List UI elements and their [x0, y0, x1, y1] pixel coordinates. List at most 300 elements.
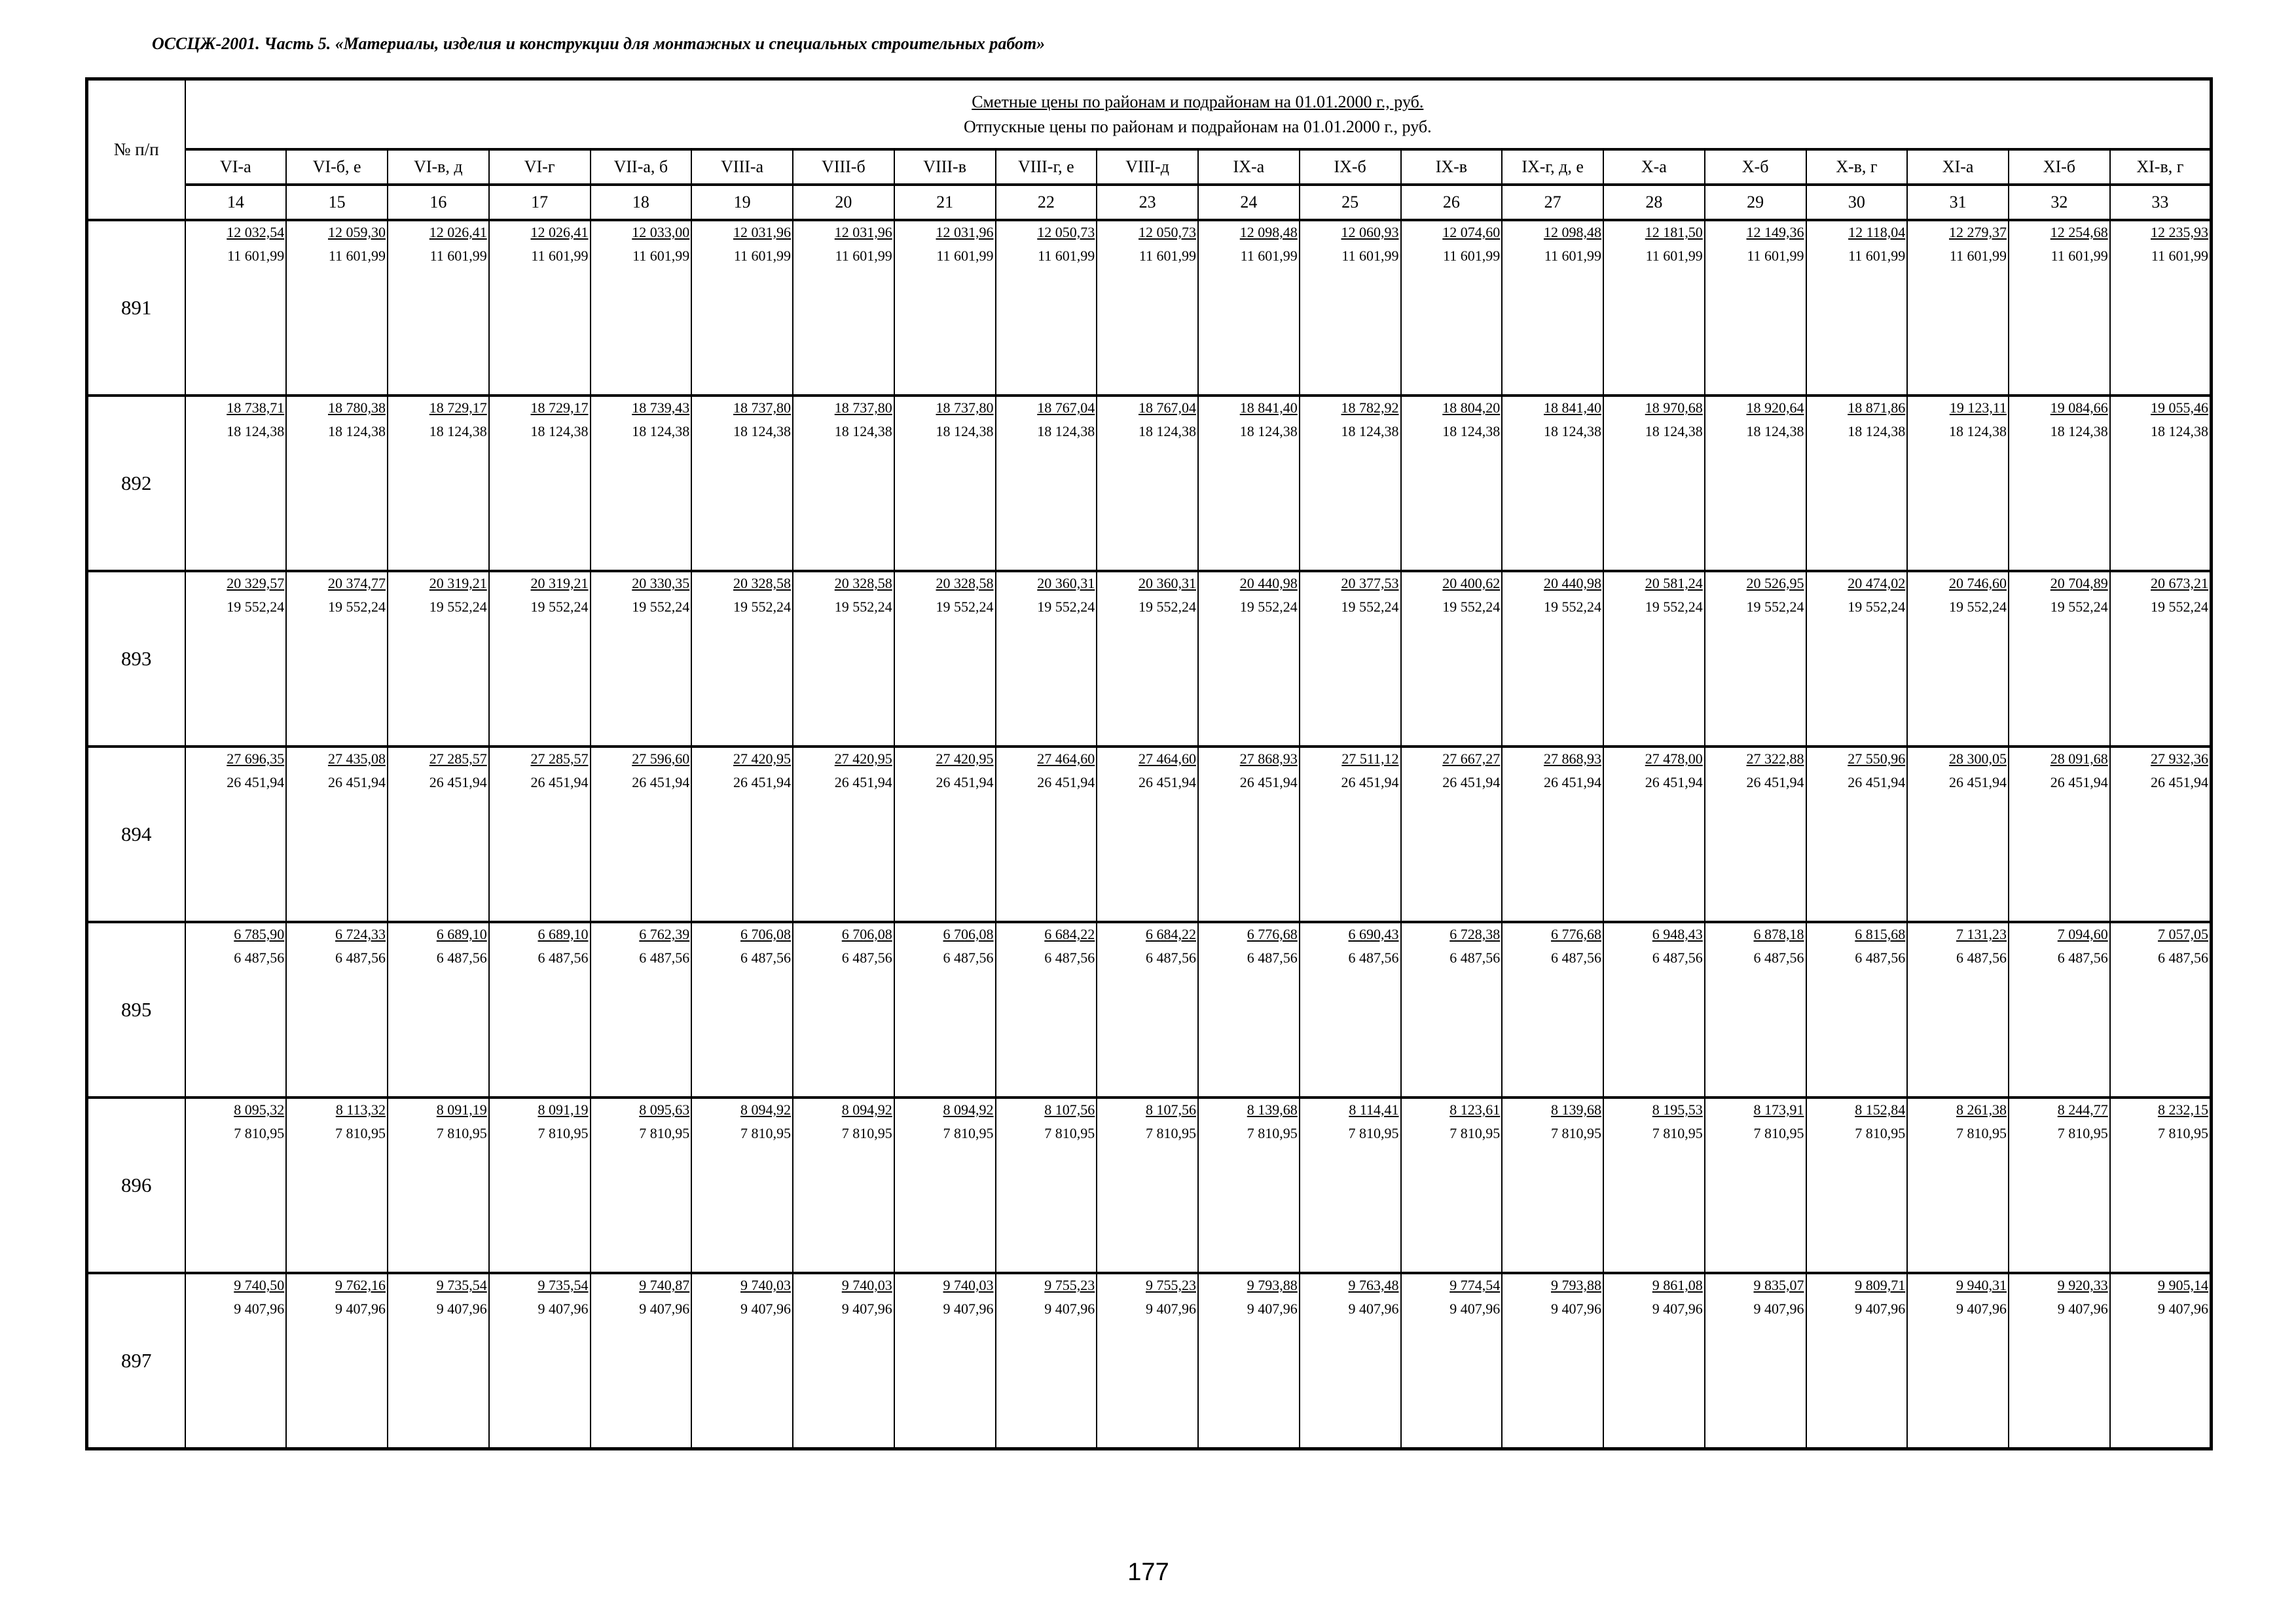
price-cell [1907, 922, 2009, 1098]
price-cell [894, 1098, 996, 1273]
estimate-price: 20 581,24 [1645, 575, 1703, 591]
estimate-price: 9 835,07 [1753, 1277, 1804, 1293]
release-price: 11 601,99 [1949, 248, 2007, 264]
estimate-price: 9 762,16 [335, 1277, 386, 1293]
estimate-price: 18 804,20 [1442, 399, 1501, 416]
price-cell [286, 922, 388, 1098]
price-cell [1907, 747, 2009, 922]
region-header: IX-а [1198, 149, 1300, 185]
release-price: 18 124,38 [632, 423, 690, 439]
release-price: 19 552,24 [1544, 599, 1601, 615]
column-number: 29 [1705, 185, 1806, 220]
price-cell [1806, 922, 1908, 1098]
price-cell [591, 396, 692, 571]
region-header: X-б [1705, 149, 1806, 185]
price-table [85, 77, 2213, 1450]
estimate-price: 20 746,60 [1949, 575, 2007, 591]
price-cell [1603, 571, 1705, 747]
estimate-price: 6 706,08 [841, 926, 892, 942]
column-number: 19 [691, 185, 793, 220]
release-price: 19 552,24 [1746, 599, 1804, 615]
price-cell [1907, 1098, 2009, 1273]
estimate-price: 8 261,38 [1956, 1101, 2007, 1118]
price-cell [2110, 571, 2212, 747]
table-title [185, 79, 2212, 150]
release-price: 7 810,95 [2057, 1125, 2108, 1141]
release-price: 18 124,38 [227, 423, 285, 439]
column-number: 26 [1401, 185, 1503, 220]
estimate-price: 18 871,86 [1848, 399, 1906, 416]
estimate-price: 27 932,36 [2151, 750, 2209, 767]
estimate-price: 8 095,63 [639, 1101, 690, 1118]
estimate-price: 8 095,32 [234, 1101, 285, 1118]
region-header: VIII-д [1097, 149, 1198, 185]
release-price: 11 601,99 [936, 248, 994, 264]
price-cell [691, 571, 793, 747]
estimate-price: 8 173,91 [1753, 1101, 1804, 1118]
estimate-price: 8 094,92 [841, 1101, 892, 1118]
price-cell [489, 922, 591, 1098]
release-price: 11 601,99 [1848, 248, 1906, 264]
release-price: 9 407,96 [1348, 1301, 1399, 1317]
release-price: 26 451,94 [1442, 774, 1501, 790]
release-price: 18 124,38 [1139, 423, 1196, 439]
release-price: 7 810,95 [1753, 1125, 1804, 1141]
page-number: 177 [1127, 1559, 1169, 1586]
price-cell [1300, 747, 1401, 922]
release-price: 9 407,96 [1247, 1301, 1298, 1317]
column-number: 25 [1300, 185, 1401, 220]
release-price: 6 487,56 [943, 950, 994, 966]
release-price: 9 407,96 [1956, 1301, 2007, 1317]
estimate-price: 18 738,71 [227, 399, 285, 416]
row-number: 893 [87, 571, 185, 747]
price-cell [1502, 571, 1603, 747]
release-price: 18 124,38 [429, 423, 487, 439]
release-price: 7 810,95 [639, 1125, 690, 1141]
estimate-price: 12 149,36 [1746, 224, 1804, 240]
price-cell [489, 1273, 591, 1449]
release-price: 26 451,94 [834, 774, 892, 790]
price-cell [1401, 1098, 1503, 1273]
release-price: 19 552,24 [1341, 599, 1399, 615]
price-cell [1603, 922, 1705, 1098]
estimate-price: 9 735,54 [538, 1277, 589, 1293]
release-price: 11 601,99 [1240, 248, 1298, 264]
estimate-price: 9 793,88 [1247, 1277, 1298, 1293]
estimate-price: 27 550,96 [1848, 750, 1906, 767]
release-price: 6 487,56 [1247, 950, 1298, 966]
price-cell [591, 220, 692, 396]
estimate-price: 18 782,92 [1341, 399, 1399, 416]
table-head [87, 79, 2212, 221]
release-price: 26 451,94 [1341, 774, 1399, 790]
region-header: VI-г [489, 149, 591, 185]
release-price: 11 601,99 [429, 248, 487, 264]
release-price: 6 487,56 [1449, 950, 1501, 966]
corner-label: № п/п [87, 79, 185, 221]
estimate-price: 6 690,43 [1348, 926, 1399, 942]
estimate-price: 20 330,35 [632, 575, 690, 591]
estimate-price: 8 091,19 [538, 1101, 589, 1118]
release-price: 19 552,24 [2151, 599, 2209, 615]
estimate-price: 9 763,48 [1348, 1277, 1399, 1293]
price-cell [591, 571, 692, 747]
release-price: 7 810,95 [1652, 1125, 1703, 1141]
price-cell [1907, 571, 2009, 747]
release-price: 18 124,38 [1442, 423, 1501, 439]
region-header: VI-б, е [286, 149, 388, 185]
table-row [87, 396, 2212, 571]
price-cell [388, 571, 489, 747]
release-price: 11 601,99 [1645, 248, 1703, 264]
column-number: 23 [1097, 185, 1198, 220]
estimate-price: 9 740,03 [943, 1277, 994, 1293]
estimate-price: 12 060,93 [1341, 224, 1399, 240]
estimate-price: 27 868,93 [1239, 750, 1298, 767]
estimate-price: 8 113,32 [335, 1101, 386, 1118]
price-cell [1806, 1273, 1908, 1449]
release-price: 9 407,96 [1753, 1301, 1804, 1317]
release-price: 9 407,96 [943, 1301, 994, 1317]
estimate-price: 9 755,23 [1044, 1277, 1095, 1293]
release-price: 26 451,94 [1949, 774, 2007, 790]
release-price: 19 552,24 [1848, 599, 1906, 615]
estimate-price: 12 026,41 [429, 224, 487, 240]
price-cell [793, 220, 894, 396]
price-cell [793, 1098, 894, 1273]
estimate-price: 28 300,05 [1949, 750, 2007, 767]
estimate-price: 20 374,77 [328, 575, 386, 591]
table-row [87, 922, 2212, 1098]
estimate-price: 8 123,61 [1449, 1101, 1501, 1118]
estimate-price: 20 329,57 [227, 575, 285, 591]
release-price: 11 601,99 [328, 248, 386, 264]
estimate-price: 20 526,95 [1746, 575, 1804, 591]
price-cell [996, 747, 1097, 922]
estimate-price: 18 970,68 [1645, 399, 1703, 416]
estimate-price: 18 737,80 [834, 399, 892, 416]
price-cell [1705, 922, 1806, 1098]
estimate-price: 8 094,92 [943, 1101, 994, 1118]
release-price: 26 451,94 [1544, 774, 1601, 790]
release-price: 26 451,94 [1139, 774, 1196, 790]
price-cell [185, 922, 287, 1098]
region-header: VII-а, б [591, 149, 692, 185]
table-row [87, 747, 2212, 922]
price-cell [2110, 220, 2212, 396]
release-price: 18 124,38 [1645, 423, 1703, 439]
price-cell [996, 1098, 1097, 1273]
release-price: 19 552,24 [328, 599, 386, 615]
estimate-price: 12 026,41 [530, 224, 589, 240]
column-number: 22 [996, 185, 1097, 220]
price-cell [1705, 1098, 1806, 1273]
release-price: 11 601,99 [2050, 248, 2108, 264]
release-price: 9 407,96 [1652, 1301, 1703, 1317]
price-cell [691, 747, 793, 922]
region-header: X-а [1603, 149, 1705, 185]
estimate-price: 27 420,95 [733, 750, 791, 767]
column-number: 20 [793, 185, 894, 220]
price-cell [1198, 1273, 1300, 1449]
region-header: VI-а [185, 149, 287, 185]
price-cell [185, 396, 287, 571]
release-price: 7 810,95 [943, 1125, 994, 1141]
price-cell [2009, 922, 2110, 1098]
price-cell [1198, 571, 1300, 747]
estimate-price: 12 050,73 [1139, 224, 1196, 240]
estimate-price: 9 905,14 [2158, 1277, 2209, 1293]
price-cell [1502, 922, 1603, 1098]
price-cell [1300, 1273, 1401, 1449]
release-price: 19 552,24 [1442, 599, 1501, 615]
release-price: 9 407,96 [2057, 1301, 2108, 1317]
estimate-price: 9 793,88 [1551, 1277, 1601, 1293]
estimate-price: 27 596,60 [632, 750, 690, 767]
price-cell [2110, 396, 2212, 571]
release-price: 6 487,56 [2158, 950, 2209, 966]
price-cell [1401, 396, 1503, 571]
release-price: 19 552,24 [1239, 599, 1298, 615]
page-header: ОССЦЖ-2001. Часть 5. «Материалы, изделия и конструкции для монтажных и специальных строительных работ» [152, 34, 1046, 53]
price-cell [793, 1273, 894, 1449]
release-price: 26 451,94 [632, 774, 690, 790]
release-price: 11 601,99 [632, 248, 690, 264]
column-number: 16 [388, 185, 489, 220]
price-cell [1603, 220, 1705, 396]
estimate-price: 18 767,04 [1037, 399, 1095, 416]
estimate-price: 8 091,19 [436, 1101, 487, 1118]
estimate-price: 12 181,50 [1645, 224, 1703, 240]
estimate-price: 12 118,04 [1848, 224, 1906, 240]
region-header: VIII-а [691, 149, 793, 185]
estimate-price: 12 033,00 [632, 224, 690, 240]
price-cell [1300, 1098, 1401, 1273]
estimate-price: 20 377,53 [1341, 575, 1399, 591]
price-cell [996, 396, 1097, 571]
release-price: 6 487,56 [841, 950, 892, 966]
estimate-price: 8 107,56 [1044, 1101, 1095, 1118]
price-cell [1097, 747, 1198, 922]
column-number: 28 [1603, 185, 1705, 220]
estimate-price: 27 420,95 [936, 750, 994, 767]
price-cell [1097, 922, 1198, 1098]
estimate-price: 20 328,58 [834, 575, 892, 591]
estimate-price: 18 841,40 [1239, 399, 1298, 416]
column-number: 30 [1806, 185, 1908, 220]
release-price: 26 451,94 [530, 774, 589, 790]
price-cell [286, 571, 388, 747]
release-price: 6 487,56 [1146, 950, 1196, 966]
price-cell [591, 1273, 692, 1449]
release-price: 18 124,38 [1544, 423, 1601, 439]
price-cell [1198, 396, 1300, 571]
estimate-price: 27 285,57 [530, 750, 589, 767]
estimate-price: 9 920,33 [2057, 1277, 2108, 1293]
release-price: 11 601,99 [835, 248, 892, 264]
price-cell [1603, 1273, 1705, 1449]
region-header: VIII-в [894, 149, 996, 185]
price-cell [1806, 747, 1908, 922]
price-cell [286, 396, 388, 571]
region-header: VI-в, д [388, 149, 489, 185]
estimate-price: 20 360,31 [1037, 575, 1095, 591]
estimate-price: 20 400,62 [1442, 575, 1501, 591]
estimate-price: 27 464,60 [1139, 750, 1196, 767]
release-price: 26 451,94 [328, 774, 386, 790]
release-price: 7 810,95 [1247, 1125, 1298, 1141]
price-cell [591, 747, 692, 922]
release-price: 18 124,38 [2151, 423, 2209, 439]
row-number: 897 [87, 1273, 185, 1449]
price-cell [2009, 747, 2110, 922]
estimate-price: 9 861,08 [1652, 1277, 1703, 1293]
release-price: 6 487,56 [1956, 950, 2007, 966]
price-cell [1097, 1273, 1198, 1449]
estimate-price: 27 420,95 [834, 750, 892, 767]
price-cell [1603, 396, 1705, 571]
column-number: 27 [1502, 185, 1603, 220]
release-price: 11 601,99 [2151, 248, 2209, 264]
price-cell [388, 1273, 489, 1449]
release-price: 18 124,38 [530, 423, 589, 439]
estimate-price: 12 031,96 [936, 224, 994, 240]
release-price: 18 124,38 [328, 423, 386, 439]
estimate-price: 20 328,58 [936, 575, 994, 591]
price-cell [1198, 220, 1300, 396]
price-cell [489, 571, 591, 747]
release-price: 18 124,38 [2050, 423, 2108, 439]
table-row [87, 1098, 2212, 1273]
price-cell [185, 220, 287, 396]
release-price: 26 451,94 [1037, 774, 1095, 790]
release-price: 18 124,38 [1949, 423, 2007, 439]
estimate-price: 12 050,73 [1037, 224, 1095, 240]
release-price: 19 552,24 [530, 599, 589, 615]
row-number: 896 [87, 1098, 185, 1273]
price-cell [2009, 220, 2110, 396]
price-cell [691, 396, 793, 571]
price-cell [1401, 1273, 1503, 1449]
estimate-price: 12 254,68 [2050, 224, 2108, 240]
estimate-price: 27 464,60 [1037, 750, 1095, 767]
estimate-price: 6 684,22 [1146, 926, 1196, 942]
release-price: 6 487,56 [1551, 950, 1601, 966]
release-price: 19 552,24 [632, 599, 690, 615]
release-price: 19 552,24 [1139, 599, 1196, 615]
table-row [87, 220, 2212, 396]
estimate-price: 19 123,11 [1949, 399, 2007, 416]
estimate-price: 12 031,96 [834, 224, 892, 240]
release-price: 18 124,38 [1239, 423, 1298, 439]
estimate-price: 12 031,96 [733, 224, 791, 240]
release-price: 6 487,56 [740, 950, 791, 966]
region-header: XI-в, г [2110, 149, 2212, 185]
estimate-price: 27 667,27 [1442, 750, 1501, 767]
price-cell [489, 220, 591, 396]
release-price: 18 124,38 [1037, 423, 1095, 439]
price-cell [1502, 1273, 1603, 1449]
estimate-price: 20 360,31 [1139, 575, 1196, 591]
price-cell [996, 220, 1097, 396]
price-cell [388, 922, 489, 1098]
release-price: 6 487,56 [1348, 950, 1399, 966]
column-number-row [87, 185, 2212, 220]
release-price: 26 451,94 [227, 774, 285, 790]
release-price: 26 451,94 [2151, 774, 2209, 790]
price-cell [1705, 571, 1806, 747]
price-cell [1806, 571, 1908, 747]
price-cell [2009, 1098, 2110, 1273]
price-cell [1300, 396, 1401, 571]
price-cell [1198, 922, 1300, 1098]
release-price: 6 487,56 [639, 950, 690, 966]
estimate-price: 18 739,43 [632, 399, 690, 416]
estimate-price: 6 684,22 [1044, 926, 1095, 942]
price-cell [1603, 747, 1705, 922]
price-cell [388, 747, 489, 922]
estimate-price: 8 232,15 [2158, 1101, 2209, 1118]
table-row [87, 571, 2212, 747]
estimate-price: 18 729,17 [429, 399, 487, 416]
estimate-price: 8 139,68 [1551, 1101, 1601, 1118]
release-price: 18 124,38 [1848, 423, 1906, 439]
price-cell [894, 220, 996, 396]
price-cell [1198, 1098, 1300, 1273]
region-header: XI-б [2009, 149, 2110, 185]
release-price: 7 810,95 [2158, 1125, 2209, 1141]
estimate-price: 20 328,58 [733, 575, 791, 591]
price-cell [286, 220, 388, 396]
release-price: 26 451,94 [733, 774, 791, 790]
release-price: 6 487,56 [436, 950, 487, 966]
release-price: 7 810,95 [1855, 1125, 1906, 1141]
release-price: 6 487,56 [1855, 950, 1906, 966]
release-price: 9 407,96 [234, 1301, 285, 1317]
release-price: 11 601,99 [733, 248, 791, 264]
price-cell [793, 571, 894, 747]
price-cell [1502, 1098, 1603, 1273]
release-price: 7 810,95 [1146, 1125, 1196, 1141]
release-price: 19 552,24 [227, 599, 285, 615]
release-price: 11 601,99 [1139, 248, 1196, 264]
release-price: 18 124,38 [733, 423, 791, 439]
row-number: 891 [87, 220, 185, 396]
price-cell [1401, 571, 1503, 747]
estimate-price: 20 673,21 [2151, 575, 2209, 591]
estimate-price: 9 740,03 [841, 1277, 892, 1293]
price-cell [591, 922, 692, 1098]
price-cell [894, 1273, 996, 1449]
estimate-price: 6 776,68 [1551, 926, 1601, 942]
estimate-price: 8 114,41 [1349, 1101, 1399, 1118]
table-body [87, 220, 2212, 1449]
release-price: 18 124,38 [1746, 423, 1804, 439]
estimate-price: 18 780,38 [328, 399, 386, 416]
estimate-price: 6 785,90 [234, 926, 285, 942]
estimate-price: 18 737,80 [733, 399, 791, 416]
price-cell [1198, 747, 1300, 922]
estimate-price: 27 435,08 [328, 750, 386, 767]
price-cell [185, 571, 287, 747]
release-price: 9 407,96 [639, 1301, 690, 1317]
estimate-price: 6 776,68 [1247, 926, 1298, 942]
price-cell [1705, 220, 1806, 396]
estimate-price: 18 841,40 [1544, 399, 1601, 416]
price-cell [591, 1098, 692, 1273]
release-price: 19 552,24 [2050, 599, 2108, 615]
